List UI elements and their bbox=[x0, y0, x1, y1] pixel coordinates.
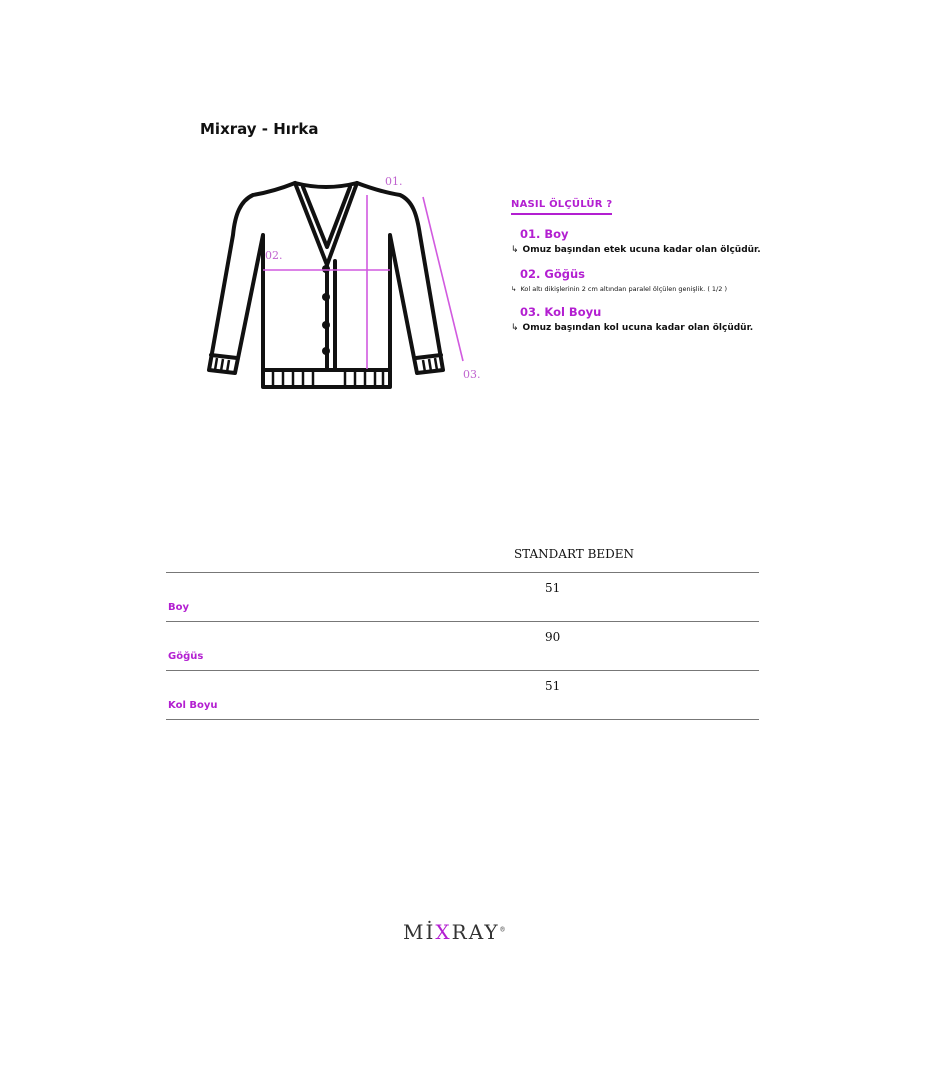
label-01: 01. bbox=[385, 175, 403, 188]
size-table bbox=[166, 536, 759, 720]
measure-item-gogus bbox=[511, 267, 781, 293]
measure-item-boy bbox=[511, 227, 781, 255]
row-label: Göğüs bbox=[166, 622, 389, 671]
arrow-icon: ↳ bbox=[511, 323, 519, 333]
table-row bbox=[166, 573, 759, 622]
row-label: Boy bbox=[166, 573, 389, 622]
label-03: 03. bbox=[463, 368, 481, 381]
row-value: 51 bbox=[389, 671, 759, 720]
how-to-measure-heading: NASIL ÖLÇÜLÜR ? bbox=[511, 199, 612, 215]
cardigan-diagram bbox=[195, 165, 495, 420]
brand-logo: MİXRAY® bbox=[403, 920, 506, 944]
page-title: Mixray - Hırka bbox=[200, 120, 319, 138]
row-value: 51 bbox=[389, 573, 759, 622]
table-row bbox=[166, 622, 759, 671]
measure-item-kol-boyu bbox=[511, 305, 781, 333]
measure-title: 01. Boy bbox=[520, 227, 569, 241]
table-row bbox=[166, 671, 759, 720]
measure-desc: Omuz başından kol ucuna kadar olan ölçüdür. bbox=[522, 323, 754, 333]
measure-title: 03. Kol Boyu bbox=[520, 305, 602, 319]
row-label: Kol Boyu bbox=[166, 671, 389, 720]
column-header: STANDART BEDEN bbox=[389, 536, 759, 573]
arrow-icon: ↳ bbox=[511, 285, 517, 293]
measure-desc: Omuz başından etek ucuna kadar olan ölçüdür. bbox=[522, 245, 761, 255]
measure-desc: Kol altı dikişlerinin 2 cm altından paralel ölçülen genişlik. ( 1/2 ) bbox=[520, 285, 727, 293]
row-value: 90 bbox=[389, 622, 759, 671]
measure-title: 02. Göğüs bbox=[520, 267, 585, 281]
how-to-measure bbox=[511, 192, 781, 333]
arrow-icon: ↳ bbox=[511, 245, 519, 255]
label-02: 02. bbox=[265, 249, 283, 262]
